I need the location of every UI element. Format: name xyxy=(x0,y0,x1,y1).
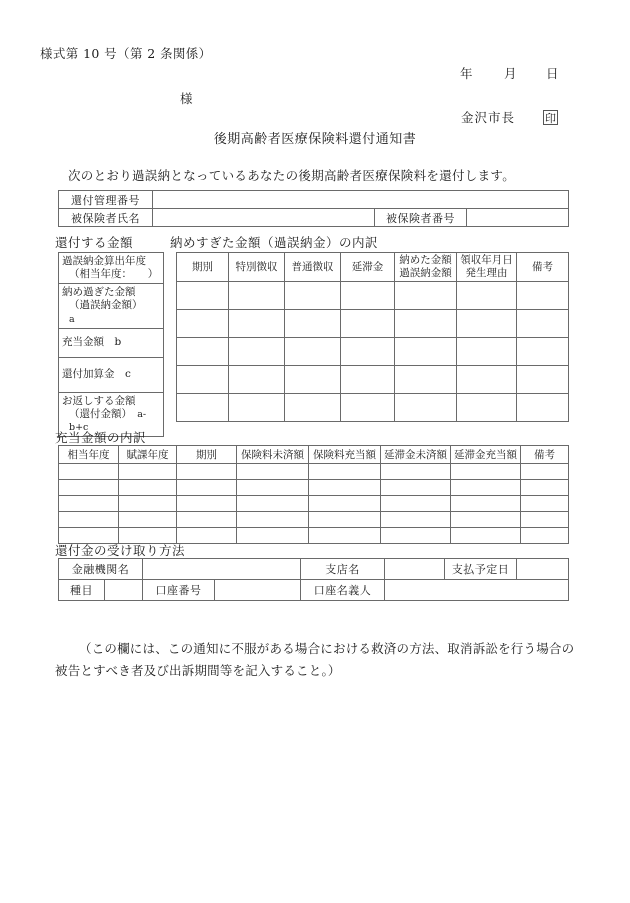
cell-period[interactable] xyxy=(177,528,237,544)
cell-remarks[interactable] xyxy=(517,366,569,394)
insured-name-label: 被保険者氏名 xyxy=(59,209,153,227)
cell-remarks[interactable] xyxy=(517,310,569,338)
refund-row-overpaid xyxy=(59,284,164,328)
cell-receipt-date[interactable] xyxy=(457,310,517,338)
cell-delinquency-charge[interactable] xyxy=(341,338,395,366)
cell-remarks[interactable] xyxy=(521,528,569,544)
insured-number-field[interactable] xyxy=(467,209,569,227)
cell-remarks[interactable] xyxy=(517,338,569,366)
cell-delinquency-allocated[interactable] xyxy=(451,480,521,496)
insured-name-field[interactable] xyxy=(153,209,375,227)
insured-info-table xyxy=(58,190,569,227)
table-header-row xyxy=(177,253,569,282)
bank-account-table xyxy=(58,558,569,601)
cell-period[interactable] xyxy=(177,480,237,496)
cell-period[interactable] xyxy=(177,496,237,512)
cell-applicable-year[interactable] xyxy=(59,480,119,496)
cell-premium-allocated[interactable] xyxy=(309,528,381,544)
cell-delinquency-unpaid[interactable] xyxy=(381,528,451,544)
cell-levy-year[interactable] xyxy=(119,464,177,480)
table-row xyxy=(177,338,569,366)
cell-special-collection[interactable] xyxy=(229,338,285,366)
issuer-name: 金沢市長 xyxy=(461,110,516,125)
payment-date-label: 支払予定日 xyxy=(445,559,517,580)
financial-institution-field[interactable] xyxy=(143,559,301,580)
cell-remarks[interactable] xyxy=(521,480,569,496)
cell-ordinary-collection[interactable] xyxy=(285,394,341,422)
caption-refund-amount: 還付する金額 xyxy=(55,235,134,250)
cell-period[interactable] xyxy=(177,366,229,394)
refund-row-total-suffix: a-b+c xyxy=(69,408,147,433)
refund-row-fiscal-year-line1: 過誤納金算出年度 xyxy=(62,255,146,267)
cell-special-collection[interactable] xyxy=(229,310,285,338)
lead-text: 次のとおり過誤納となっているあなたの後期高齢者医療保険料を還付します。 xyxy=(68,168,516,183)
refund-row-total-line2: （還付金額） a-b+c xyxy=(69,407,147,433)
form-number: 様式第 10 号（第 2 条関係） xyxy=(40,46,212,61)
refund-row-fiscal-year-line2: （相当年度： ） xyxy=(69,268,159,281)
col-header-levy-year: 賦課年度 xyxy=(119,446,177,464)
cell-premium-allocated[interactable] xyxy=(309,464,381,480)
allocation-detail-body xyxy=(59,464,569,544)
cell-levy-year[interactable] xyxy=(119,480,177,496)
date-day-label: 日 xyxy=(546,66,559,81)
refund-management-number-field[interactable] xyxy=(153,191,569,209)
cell-ordinary-collection[interactable] xyxy=(285,282,341,310)
refund-row-total-line1: お返しする金額 xyxy=(62,394,136,407)
refund-row-interest: 還付加算金 c xyxy=(59,357,164,392)
date-year-label: 年 xyxy=(460,66,473,81)
issuer-line xyxy=(461,108,558,126)
cell-applicable-year[interactable] xyxy=(59,496,119,512)
col-header-premium-allocated: 保険料充当額 xyxy=(309,446,381,464)
col-header-premium-unpaid: 保険料未済額 xyxy=(237,446,309,464)
payment-date-field[interactable] xyxy=(517,559,569,580)
cell-premium-unpaid[interactable] xyxy=(237,496,309,512)
refund-amount-table xyxy=(58,252,164,437)
allocation-detail-table xyxy=(58,445,569,544)
cell-delinquency-charge[interactable] xyxy=(341,310,395,338)
col-header-remarks: 備考 xyxy=(517,253,569,282)
table-row xyxy=(59,253,164,284)
date-month-label: 月 xyxy=(504,66,517,81)
cell-remarks[interactable] xyxy=(521,512,569,528)
cell-receipt-date[interactable] xyxy=(457,366,517,394)
cell-delinquency-unpaid[interactable] xyxy=(381,512,451,528)
cell-paid-amount[interactable] xyxy=(395,366,457,394)
table-row xyxy=(59,191,569,209)
refund-row-overpaid-line1: 納め過ぎた金額 xyxy=(62,286,136,299)
addressee-honorific: 様 xyxy=(180,91,193,106)
table-row xyxy=(177,282,569,310)
insured-number-label: 被保険者番号 xyxy=(375,209,467,227)
table-row xyxy=(59,209,569,227)
cell-remarks[interactable] xyxy=(517,394,569,422)
cell-premium-unpaid[interactable] xyxy=(237,464,309,480)
overpaid-detail-table xyxy=(176,252,569,422)
refund-row-overpaid-line2: （過誤納金額） a xyxy=(69,299,138,325)
cell-levy-year[interactable] xyxy=(119,512,177,528)
cell-paid-amount[interactable] xyxy=(395,338,457,366)
cell-receipt-date[interactable] xyxy=(457,338,517,366)
cell-premium-allocated[interactable] xyxy=(309,512,381,528)
col-header-receipt-date: 領収年月日 発生理由 xyxy=(457,253,517,282)
cell-special-collection[interactable] xyxy=(229,282,285,310)
account-holder-field[interactable] xyxy=(385,580,569,601)
cell-period[interactable] xyxy=(177,338,229,366)
cell-delinquency-charge[interactable] xyxy=(341,282,395,310)
col-header-special-collection: 特別徴収 xyxy=(229,253,285,282)
table-row xyxy=(177,366,569,394)
account-type-label: 種目 xyxy=(59,580,105,601)
table-row xyxy=(177,310,569,338)
col-header-paid-amount: 納めた金額 過誤納金額 xyxy=(395,253,457,282)
col-header-period: 期別 xyxy=(177,446,237,464)
cell-levy-year[interactable] xyxy=(119,496,177,512)
cell-period[interactable] xyxy=(177,310,229,338)
cell-remarks[interactable] xyxy=(521,496,569,512)
branch-name-label: 支店名 xyxy=(301,559,385,580)
col-header-applicable-year: 相当年度 xyxy=(59,446,119,464)
cell-premium-unpaid[interactable] xyxy=(237,512,309,528)
col-header-ordinary-collection: 普通徴収 xyxy=(285,253,341,282)
table-header-row xyxy=(59,446,569,464)
refund-row-overpaid-suffix: a xyxy=(69,313,75,325)
cell-applicable-year[interactable] xyxy=(59,464,119,480)
table-row xyxy=(59,328,164,357)
table-row xyxy=(59,464,569,480)
cell-receipt-date[interactable] xyxy=(457,282,517,310)
cell-remarks[interactable] xyxy=(517,282,569,310)
cell-premium-allocated[interactable] xyxy=(309,480,381,496)
cell-remarks[interactable] xyxy=(521,464,569,480)
cell-period[interactable] xyxy=(177,282,229,310)
caption-overpaid-detail: 納めすぎた金額（過誤納金）の内訳 xyxy=(170,235,379,250)
cell-delinquency-allocated[interactable] xyxy=(451,496,521,512)
footer-note-line1: （この欄には、この通知に不服がある場合における救済の方法、取消訴訟を行う場合の xyxy=(79,641,575,656)
table-row xyxy=(177,394,569,422)
account-number-field[interactable] xyxy=(215,580,301,601)
branch-name-field[interactable] xyxy=(385,559,445,580)
cell-special-collection[interactable] xyxy=(229,394,285,422)
cell-ordinary-collection[interactable] xyxy=(285,338,341,366)
account-number-label: 口座番号 xyxy=(143,580,215,601)
refund-management-number-label: 還付管理番号 xyxy=(59,191,153,209)
col-header-delinquency-allocated: 延滞金充当額 xyxy=(451,446,521,464)
cell-premium-unpaid[interactable] xyxy=(237,480,309,496)
cell-period[interactable] xyxy=(177,464,237,480)
cell-period[interactable] xyxy=(177,394,229,422)
cell-delinquency-unpaid[interactable] xyxy=(381,480,451,496)
col-header-delinquency-unpaid: 延滞金未済額 xyxy=(381,446,451,464)
cell-delinquency-charge[interactable] xyxy=(341,366,395,394)
cell-delinquency-allocated[interactable] xyxy=(451,512,521,528)
cell-premium-allocated[interactable] xyxy=(309,496,381,512)
table-row xyxy=(59,559,569,580)
cell-receipt-date[interactable] xyxy=(457,394,517,422)
cell-period[interactable] xyxy=(177,512,237,528)
cell-applicable-year[interactable] xyxy=(59,512,119,528)
date-line xyxy=(460,64,559,82)
refund-row-fiscal-year xyxy=(59,253,164,284)
col-header-remarks: 備考 xyxy=(521,446,569,464)
footer-note-line2: 被告とすべき者及び出訴期間等を記入すること。） xyxy=(55,662,341,678)
cell-special-collection[interactable] xyxy=(229,366,285,394)
cell-delinquency-allocated[interactable] xyxy=(451,464,521,480)
caption-receive-method: 還付金の受け取り方法 xyxy=(55,543,186,558)
cell-ordinary-collection[interactable] xyxy=(285,310,341,338)
table-row xyxy=(59,284,164,328)
cell-paid-amount[interactable] xyxy=(395,310,457,338)
caption-allocation-detail: 充当金額の内訳 xyxy=(55,430,147,445)
overpaid-detail-body xyxy=(177,282,569,422)
table-row xyxy=(59,512,569,528)
cell-paid-amount[interactable] xyxy=(395,394,457,422)
financial-institution-label: 金融機関名 xyxy=(59,559,143,580)
cell-premium-unpaid[interactable] xyxy=(237,528,309,544)
refund-row-allocated: 充当金額 b xyxy=(59,328,164,357)
page-title: 後期高齢者医療保険料還付通知書 xyxy=(213,132,417,147)
table-row xyxy=(59,480,569,496)
cell-delinquency-charge[interactable] xyxy=(341,394,395,422)
col-header-period: 期別 xyxy=(177,253,229,282)
cell-delinquency-unpaid[interactable] xyxy=(381,496,451,512)
cell-delinquency-allocated[interactable] xyxy=(451,528,521,544)
account-holder-label: 口座名義人 xyxy=(301,580,385,601)
cell-delinquency-unpaid[interactable] xyxy=(381,464,451,480)
table-row xyxy=(59,357,164,392)
account-type-field[interactable] xyxy=(105,580,143,601)
seal-icon: 印 xyxy=(545,111,557,125)
cell-paid-amount[interactable] xyxy=(395,282,457,310)
col-header-delinquency-charge: 延滞金 xyxy=(341,253,395,282)
footer-note xyxy=(55,638,595,682)
table-row xyxy=(59,580,569,601)
cell-ordinary-collection[interactable] xyxy=(285,366,341,394)
table-row xyxy=(59,496,569,512)
